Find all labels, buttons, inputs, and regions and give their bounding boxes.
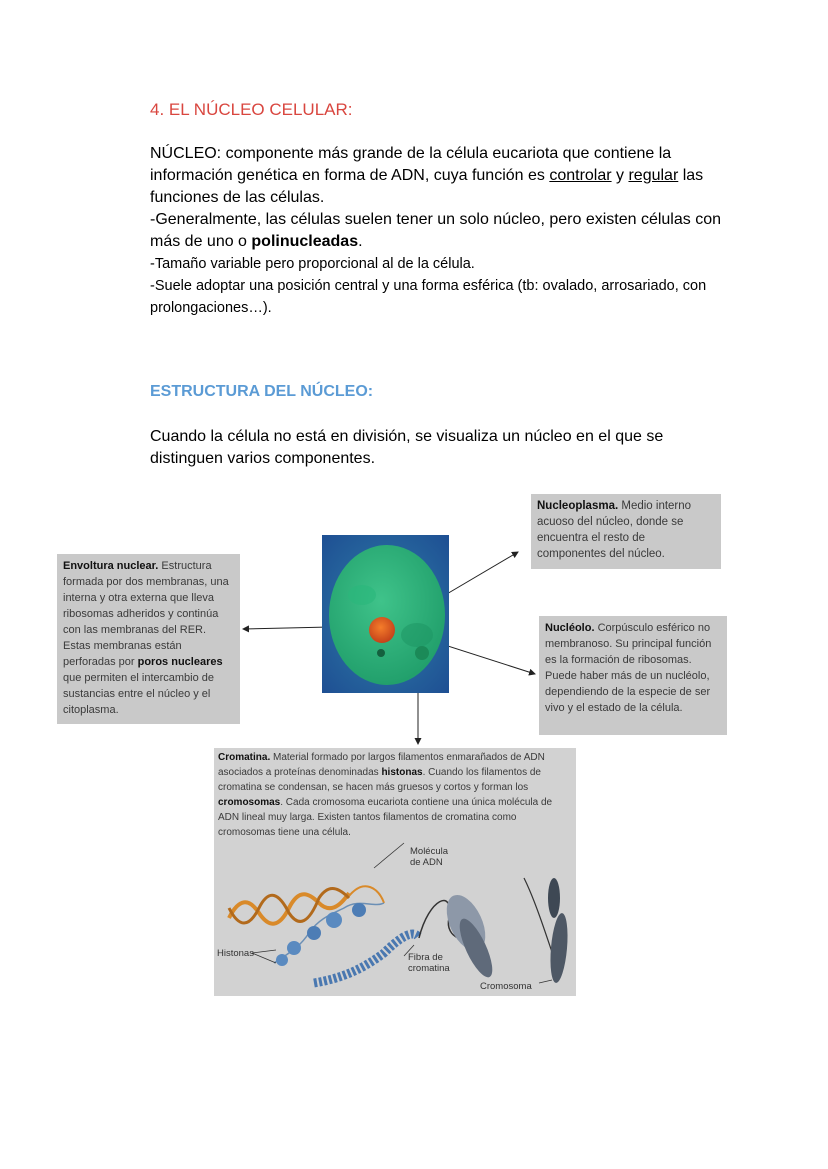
structure-title: ESTRUCTURA DEL NÚCLEO: (150, 383, 374, 400)
label-histonas: Histonas (217, 948, 254, 959)
structure-text: Cuando la célula no está en división, se visualiza un núcleo en el que se distinguen varios componentes. (150, 428, 664, 467)
cromosomas-bold: cromosomas (218, 797, 281, 808)
label-cromosoma: Cromosoma (480, 981, 532, 992)
envoltura-title: Envoltura nuclear. (63, 560, 159, 572)
histones-illustration (252, 903, 384, 966)
dna-helix-illustration (229, 843, 404, 924)
nucleus-micrograph (322, 535, 449, 693)
nucleoplasma-box (531, 494, 721, 569)
intro-p2-text: -Generalmente, las células suelen tener un solo núcleo, pero existen células con más de uno o (150, 211, 721, 250)
nucleolo-title: Nucléolo. (545, 622, 595, 634)
poros-nucleares-bold: poros nucleares (137, 656, 223, 668)
nucleolo-shape (369, 617, 395, 643)
underlined-controlar: controlar (549, 167, 612, 184)
underlined-regular: regular (628, 167, 679, 184)
intro-p4: -Suele adoptar una posición central y una forma esférica (tb: ovalado, arrosariado, con prolongaciones…). (150, 278, 707, 316)
intro-text-a: NÚCLEO: componente más grande de la célula eucariota que contiene la información genética en forma de ADN, cuya función es (150, 145, 672, 184)
envoltura-end: que permiten el intercambio de sustancias entre el núcleo y el citoplasma. (63, 672, 215, 716)
envoltura-text: Estructura formada por dos membranas, una interna y otra externa que lleva ribosomas adheridos y continúa con las membranas del RER. Estas membranas están perforadas por (63, 560, 229, 668)
section-title: 4. EL NÚCLEO CELULAR: (150, 100, 353, 119)
nucleolo-box (539, 616, 727, 735)
nucleoplasma-text: Medio interno acuoso del núcleo, donde se encuentra el resto de componentes del núcleo. (537, 500, 692, 560)
arrow-nucleoplasma (440, 552, 518, 598)
intro-p2-end: . (358, 233, 363, 250)
nucleoplasma-shape (329, 545, 445, 685)
chromatin-diagram (214, 838, 576, 996)
cromatina-t1: Material formado por largos filamentos enmarañados de ADN asociados a proteínas denominadas (218, 752, 545, 778)
histonas-bold: histonas (381, 767, 423, 778)
arrow-envoltura (243, 627, 330, 629)
cromatina-t2: . Cuando los filamentos de cromatina se condensan, se hacen más gruesos y cortos y forman los (218, 767, 541, 793)
envoltura-nuclear-box (57, 554, 240, 724)
nucleoplasma-title: Nucleoplasma. (537, 500, 619, 512)
cromatina-title: Cromatina. (218, 752, 271, 763)
cromatina-description (218, 750, 572, 840)
intro-text-b: las funciones de las células. (150, 167, 704, 206)
polinucleadas-bold: polinucleadas (251, 233, 359, 250)
cromatina-panel (214, 748, 576, 996)
intro-text-mid: y (611, 167, 629, 184)
intro-p3: -Tamaño variable pero proporcional al de la célula. (150, 256, 475, 272)
nucleolo-text: Corpúsculo esférico no membranoso. Su principal función es la formación de ribosomas. Puede haber más de un nucléolo, dependiendo de la especie de ser vivo y el estado de la célula. (545, 622, 712, 714)
label-molecula-adn: Molécula de ADN (410, 846, 449, 868)
label-fibra-cromatina: Fibra de cromatina (408, 952, 450, 974)
cromatina-t3: . Cada cromosoma eucariota contiene una única molécula de ADN lineal muy larga. Existen tantos filamentos de cromatina como cromosomas tiene una célula. (218, 797, 553, 838)
